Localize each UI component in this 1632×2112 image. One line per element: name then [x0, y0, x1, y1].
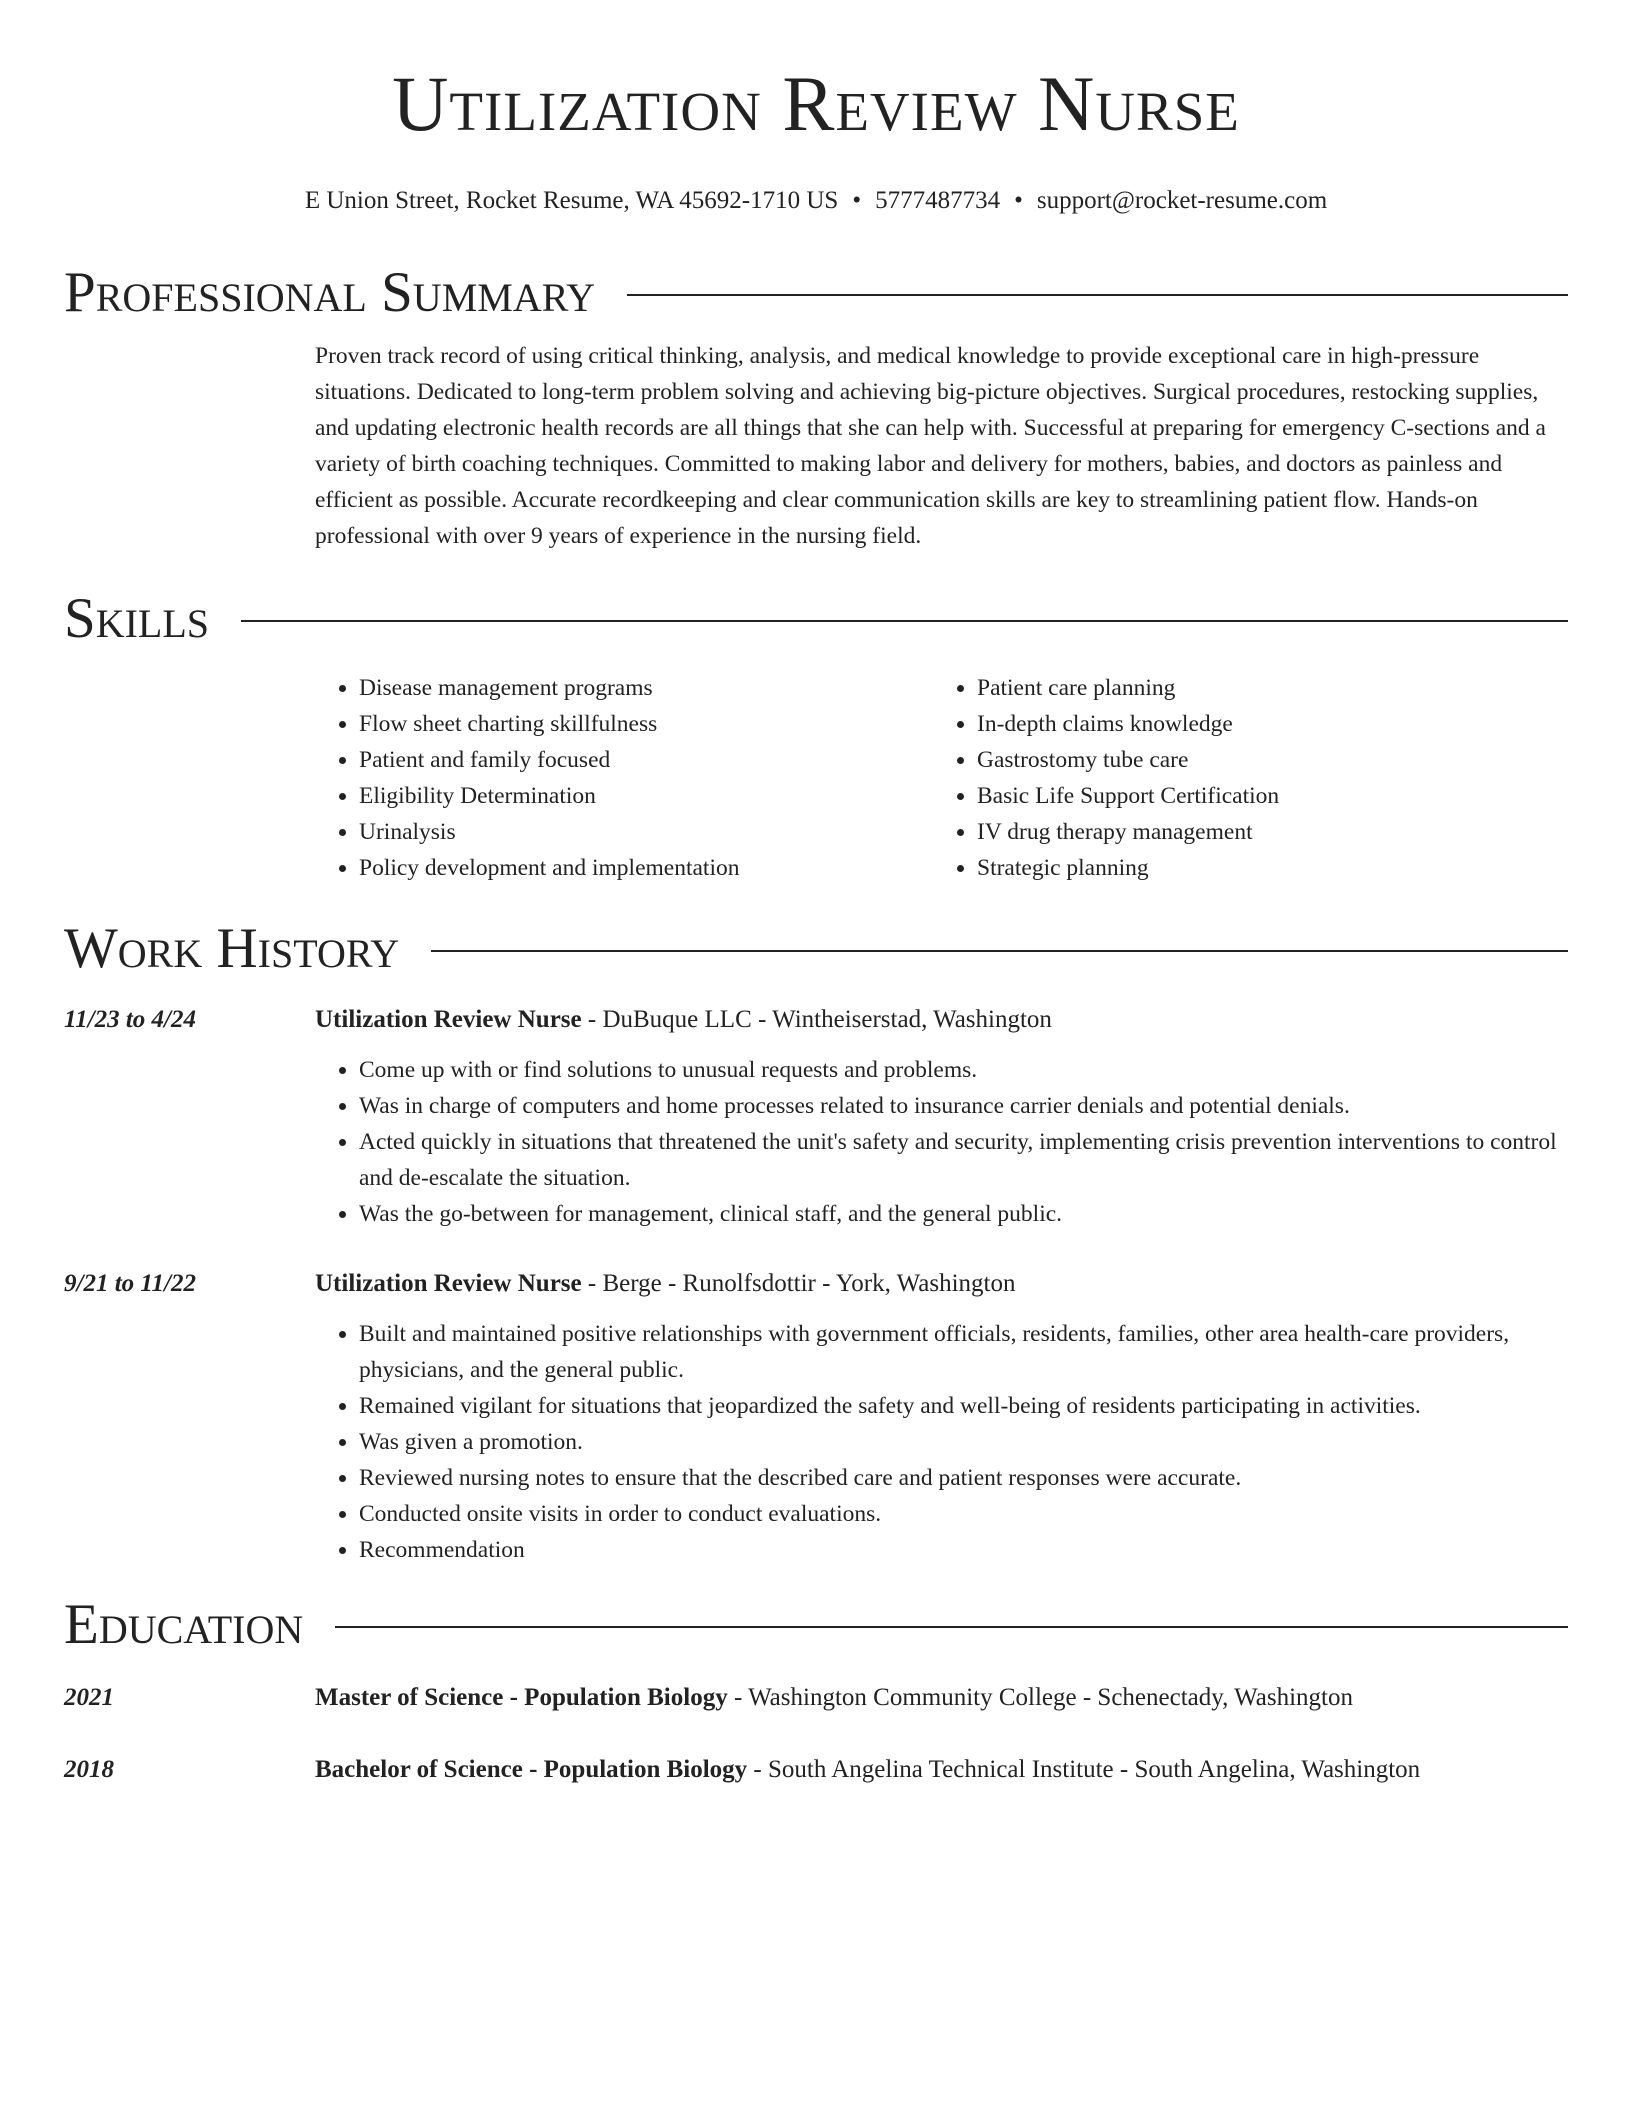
- job-bullet: • Was in charge of computers and home processes related to insurance carrier denials and potential denials.: [359, 1088, 1568, 1124]
- skill-item: • Flow sheet charting skillfulness: [359, 706, 933, 742]
- skills-column-left: [315, 670, 933, 886]
- work-section-header: [64, 914, 1568, 984]
- education-entry: [64, 1752, 1568, 1788]
- contact-phone: 5777487734: [875, 187, 1001, 214]
- summary-text: Proven track record of using critical thinking, analysis, and medical knowledge to provide exceptional care in high-pressure situations. Dedicated to long-term problem solving and achieving big-picture objectives. Surgical procedures, restocking supplies, and updating electronic health records are all things that she can help with. Successful at preparing for emergency C-sections and a variety of birth coaching techniques. Committed to making labor and delivery for mothers, babies, and doctors as painless and efficient as possible. Accurate recordkeeping and clear communication skills are key to streamlining patient flow. Hands-on professional with over 9 years of experience in the nursing field.: [315, 343, 1546, 549]
- skill-item: • Policy development and implementation: [359, 850, 933, 886]
- section-divider: [335, 1626, 1568, 1628]
- section-divider: [431, 950, 1568, 952]
- education-line: [315, 1680, 1353, 1716]
- job-bullet: • Acted quickly in situations that threatened the unit's safety and security, implementing crisis prevention interventions to control and de-escalate the situation.: [359, 1124, 1568, 1196]
- job-dates: 11/23 to 4/24: [64, 1006, 196, 1033]
- skill-item: • IV drug therapy management: [977, 814, 1279, 850]
- skill-item: • Eligibility Determination: [359, 778, 933, 814]
- skill-item: • Strategic planning: [977, 850, 1279, 886]
- education-line: [315, 1752, 1420, 1788]
- candidate-name: Utilization Review Nurse: [392, 60, 1240, 147]
- job-bullet: • Was given a promotion.: [359, 1424, 1568, 1460]
- education-degree: Master of Science - Population Biology: [315, 1684, 728, 1711]
- education-details: - Washington Community College - Schenectady, Washington: [727, 1684, 1353, 1711]
- job-bullets: [315, 1052, 1568, 1232]
- job-bullet: • Was the go-between for management, clinical staff, and the general public.: [359, 1196, 1568, 1232]
- education-section-header: [64, 1590, 1568, 1660]
- education-heading: Education: [64, 1593, 304, 1656]
- skills-column-right: [933, 670, 1279, 886]
- contact-line: [64, 184, 1568, 218]
- job-title: Utilization Review Nurse: [315, 1006, 582, 1033]
- education-year: 2021: [64, 1684, 114, 1711]
- skill-item: • Basic Life Support Certification: [977, 778, 1279, 814]
- contact-email: support@rocket-resume.com: [1036, 187, 1328, 214]
- job-title: Utilization Review Nurse: [315, 1270, 582, 1297]
- section-divider: [241, 620, 1568, 622]
- job-details: - Berge - Runolfsdottir - York, Washington: [581, 1270, 1016, 1297]
- skills-list: [315, 670, 1568, 886]
- contact-separator: •: [1014, 187, 1023, 214]
- skills-heading: Skills: [64, 587, 210, 650]
- job-bullet: • Remained vigilant for situations that jeopardized the safety and well-being of residents participating in activities.: [359, 1388, 1568, 1424]
- section-divider: [627, 294, 1568, 296]
- education-year: 2018: [64, 1756, 114, 1783]
- skill-item: • Urinalysis: [359, 814, 933, 850]
- skill-item: • In-depth claims knowledge: [977, 706, 1279, 742]
- job-entry: [64, 1002, 1568, 1038]
- job-heading-line: [315, 1002, 1052, 1038]
- job-details: - DuBuque LLC - Wintheiserstad, Washington: [581, 1006, 1052, 1033]
- summary-heading: Professional Summary: [64, 261, 596, 324]
- skills-section-header: [64, 584, 1568, 654]
- job-heading-line: [315, 1266, 1016, 1302]
- skill-item: • Patient care planning: [977, 670, 1279, 706]
- skill-item: • Patient and family focused: [359, 742, 933, 778]
- skill-item: • Gastrostomy tube care: [977, 742, 1279, 778]
- job-bullet: • Reviewed nursing notes to ensure that the described care and patient responses were accurate.: [359, 1460, 1568, 1496]
- education-entry: [64, 1680, 1568, 1716]
- contact-separator: •: [852, 187, 862, 214]
- job-dates: 9/21 to 11/22: [64, 1270, 196, 1297]
- job-bullet: • Conducted onsite visits in order to conduct evaluations.: [359, 1496, 1568, 1532]
- job-bullet: • Come up with or find solutions to unusual requests and problems.: [359, 1052, 1568, 1088]
- education-degree: Bachelor of Science - Population Biology: [315, 1756, 748, 1783]
- skill-item: • Disease management programs: [359, 670, 933, 706]
- job-bullets: [315, 1316, 1568, 1568]
- contact-address: E Union Street, Rocket Resume, WA 45692-1710 US: [304, 187, 839, 214]
- job-entry: [64, 1266, 1568, 1302]
- summary-section-header: [64, 258, 1568, 328]
- work-heading: Work History: [64, 917, 400, 980]
- job-bullet: • Recommendation: [359, 1532, 1568, 1568]
- job-bullet: • Built and maintained positive relationships with government officials, residents, families, other area health-care providers, physicians, and the general public.: [359, 1316, 1568, 1388]
- education-details: - South Angelina Technical Institute - South Angelina, Washington: [747, 1756, 1421, 1783]
